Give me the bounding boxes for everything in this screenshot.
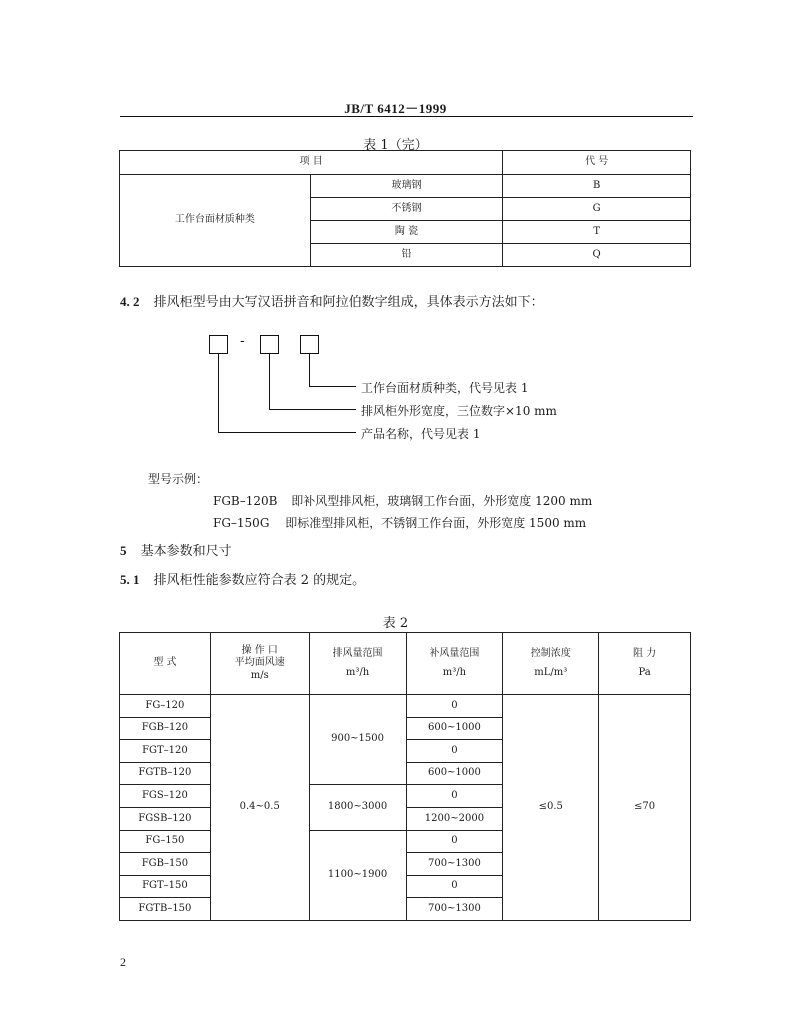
table2-model: FGTB–150: [120, 898, 211, 921]
table2-makeup: 600~1000: [406, 717, 503, 740]
section-5: [120, 540, 232, 559]
table2-header-makeup: [406, 633, 503, 695]
table1-material: 铅: [310, 244, 503, 267]
table2-makeup: 700~1300: [406, 853, 503, 876]
table1-group-label: 工作台面材质种类: [120, 175, 311, 267]
table2-header-makeup-label: 补风量范围: [429, 648, 480, 659]
section-4-2-text: 排风柜型号由大写汉语拼音和阿拉伯数字组成，具体表示方法如下：: [153, 295, 544, 310]
leader-line-width-v: [269, 354, 270, 409]
table2-header-exhaust-unit: m³/h: [345, 666, 370, 678]
section-4-2: [120, 291, 544, 310]
table2-header-resistance: [599, 633, 691, 695]
table2-exhaust-group-1: 900~1500: [309, 695, 406, 785]
table1-material: 不锈钢: [310, 198, 503, 221]
code-dash: -: [240, 333, 245, 349]
table2-model: FGT–120: [120, 740, 211, 763]
header-rule: [120, 116, 693, 117]
example-2-code: FG–150G: [213, 516, 270, 530]
table2-header-exhaust: [309, 633, 406, 695]
table1-code: G: [503, 198, 691, 221]
legend-width: 排风柜外形宽度，三位数字×10 mm: [361, 404, 557, 418]
table2-header-concentration: [503, 633, 599, 695]
table1-caption: 表 1（完）: [363, 138, 428, 153]
table2-model: FGB–120: [120, 717, 211, 740]
table2-exhaust-group-2: 1800~3000: [309, 785, 406, 830]
leader-line-material-v: [309, 354, 310, 386]
example-1-code: FGB–120B: [213, 494, 278, 508]
legend-product: 产品名称，代号见表 1: [361, 427, 481, 441]
table2-model: FGTB–120: [120, 762, 211, 785]
example-1-desc: 即补风型排风柜，玻璃钢工作台面，外形宽度 1200 mm: [291, 494, 593, 508]
code-box-product: [209, 335, 228, 354]
table2-header-model: 型 式: [120, 633, 211, 695]
table2-header-resistance-unit: Pa: [638, 666, 651, 678]
table2-makeup: 700~1300: [406, 898, 503, 921]
table2-header-concentration-label: 控制浓度: [530, 648, 571, 659]
leader-line-width-h: [269, 409, 356, 410]
table1-material: 玻璃钢: [310, 175, 503, 198]
table2-makeup: 0: [406, 830, 503, 853]
section-5-1-number: 5. 1: [120, 572, 140, 587]
table2-header-velocity: [210, 633, 309, 695]
table2-exhaust-group-3: 1100~1900: [309, 830, 406, 920]
example-label: 型号示例：: [148, 472, 209, 486]
table1-material: 陶 瓷: [310, 221, 503, 244]
section-5-title: 基本参数和尺寸: [140, 544, 232, 559]
section-5-1-text: 排风柜性能参数应符合表 2 的规定。: [153, 573, 366, 588]
section-5-1: [120, 569, 365, 588]
code-box-material: [300, 335, 319, 354]
legend-material: 工作台面材质种类，代号见表 1: [361, 381, 529, 395]
table1-code: Q: [503, 244, 691, 267]
table2-concentration-value: ≤0.5: [503, 695, 599, 921]
table1-code: T: [503, 221, 691, 244]
table2-header-resistance-label: 阻 力: [632, 648, 657, 659]
table2-makeup: 0: [406, 785, 503, 808]
example-2: [213, 514, 586, 531]
code-box-width: [260, 335, 279, 354]
table2-header-makeup-unit: m³/h: [442, 666, 467, 678]
table1-code: B: [503, 175, 691, 198]
table2-model: FG–120: [120, 695, 211, 718]
document-header: JB/T 6412－1999: [344, 101, 447, 116]
leader-line-material-h: [309, 386, 356, 387]
table2-model: FGS–120: [120, 785, 211, 808]
example-1: [213, 492, 592, 509]
table1-header-code: 代 号: [503, 151, 691, 175]
table2-header-velocity-unit: m/s: [250, 669, 269, 681]
table1-header-item: 项 目: [120, 151, 503, 175]
leader-line-product-v: [218, 354, 219, 432]
section-4-2-number: 4. 2: [120, 294, 140, 309]
table2-makeup: 600~1000: [406, 762, 503, 785]
example-2-desc: 即标准型排风柜，不锈钢工作台面，外形宽度 1500 mm: [285, 516, 587, 530]
table2-caption: 表 2: [382, 616, 409, 631]
table2-makeup: 0: [406, 695, 503, 718]
page-number: 2: [120, 955, 126, 969]
table2-header-concentration-unit: mL/m³: [534, 666, 568, 678]
table2-header-exhaust-label: 排风量范围: [332, 648, 383, 659]
table1: [119, 150, 691, 267]
section-5-number: 5: [120, 543, 127, 558]
table2-model: FGSB–120: [120, 807, 211, 830]
table2: [119, 632, 691, 921]
table2-model: FGT–150: [120, 875, 211, 898]
table2-header-velocity-line2: 平均面风速: [234, 657, 285, 669]
leader-line-product-h: [218, 432, 356, 433]
table2-makeup: 0: [406, 875, 503, 898]
table2-makeup: 0: [406, 740, 503, 763]
table2-model: FGB–150: [120, 853, 211, 876]
table2-velocity-value: 0.4~0.5: [210, 695, 309, 921]
table2-resistance-value: ≤70: [599, 695, 691, 921]
table2-model: FG–150: [120, 830, 211, 853]
table2-makeup: 1200~2000: [406, 807, 503, 830]
table2-header-velocity-line1: 操 作 口: [241, 644, 278, 656]
